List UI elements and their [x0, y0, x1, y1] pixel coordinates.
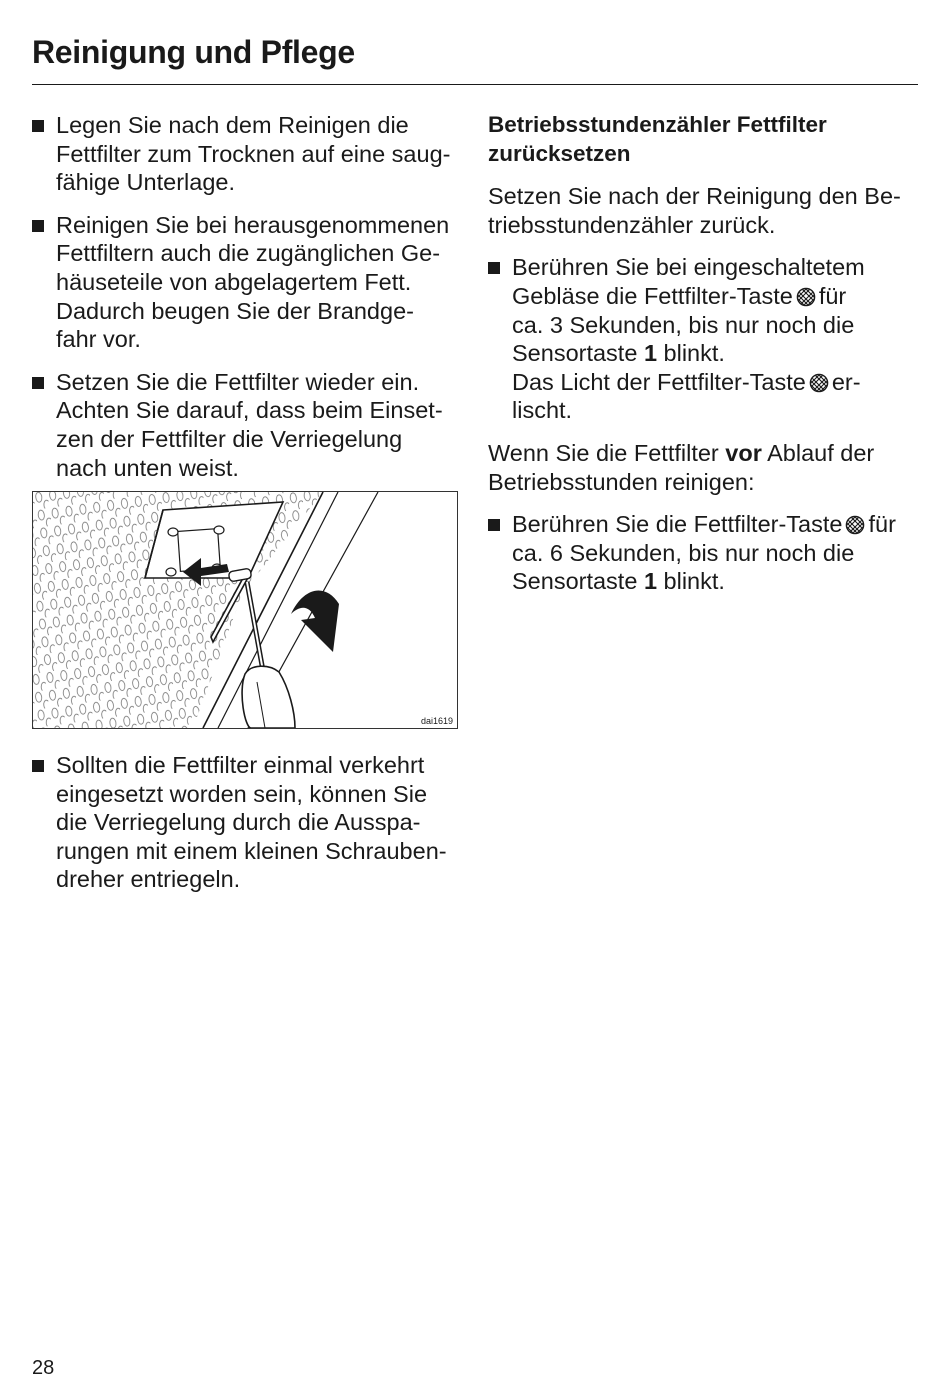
text-line: Fettfilter zum Trocknen auf eine saug- [56, 140, 451, 167]
left-column [32, 111, 462, 496]
square-bullet-icon [32, 760, 44, 772]
emphasis-word: vor [725, 439, 762, 466]
text-line: Setzen Sie nach der Reinigung den Be- [488, 183, 901, 210]
text-line: Achten Sie darauf, dass beim Einset- [56, 397, 443, 424]
condition-paragraph [488, 439, 918, 496]
text-line: Dadurch beugen Sie der Brandge- [56, 297, 414, 324]
text-line: fahr vor. [56, 326, 141, 353]
section-heading [488, 111, 918, 168]
text-line: rungen mit einem kleinen Schrauben- [56, 837, 447, 864]
square-bullet-icon [32, 120, 44, 132]
text-line: Das Licht der Fettfilter-Taste er- [512, 368, 861, 395]
grease-filter-key-icon [809, 373, 829, 393]
text-line: lischt. [512, 397, 573, 424]
square-bullet-icon [32, 377, 44, 389]
text-line: nach unten weist. [56, 454, 239, 481]
intro-paragraph [488, 182, 918, 239]
text-line: ca. 3 Sekunden, bis nur noch die [512, 311, 855, 338]
sensor-key-number: 1 [643, 340, 658, 367]
grease-filter-key-icon [796, 287, 816, 307]
text-line: triebsstundenzähler zurück. [488, 211, 776, 238]
text-line: dreher entriegeln. [56, 866, 241, 893]
list-item [32, 211, 462, 354]
text-line: ca. 6 Sekunden, bis nur noch die [512, 539, 855, 566]
list-item [488, 253, 918, 425]
text-line: Betriebsstunden reinigen: [488, 468, 755, 495]
text-line: Wenn Sie die Fettfilter vor Ablauf der [488, 439, 875, 466]
grease-filter-key-icon [845, 515, 865, 535]
heading-line: zurücksetzen [488, 140, 631, 166]
text-line: fähige Unterlage. [56, 169, 235, 196]
square-bullet-icon [32, 220, 44, 232]
text-line: Reinigen Sie bei herausgenommenen [56, 211, 450, 238]
text-line: zen der Fettfilter die Verriegelung [56, 425, 403, 452]
text-line: häuseteile von abgelagertem Fett. [56, 268, 412, 295]
left-bottom-block [32, 751, 462, 908]
title-divider [32, 84, 918, 85]
filter-lock-illustration [32, 491, 458, 729]
list-item [32, 368, 462, 482]
square-bullet-icon [488, 262, 500, 274]
list-item [488, 510, 918, 596]
illustration-drawing [33, 492, 457, 728]
text-line: Sensortaste 1 blinkt. [512, 568, 725, 595]
page-number: 28 [32, 1357, 55, 1379]
text-line: eingesetzt worden sein, können Sie [56, 780, 428, 807]
text-line: Setzen Sie die Fettfilter wieder ein. [56, 368, 420, 395]
figure-label: dai1619 [420, 716, 453, 726]
square-bullet-icon [488, 519, 500, 531]
list-item [32, 111, 462, 197]
list-item [32, 751, 462, 894]
heading-line: Betriebsstundenzähler Fettfilter [488, 112, 827, 137]
text-line: die Verriegelung durch die Ausspa- [56, 809, 421, 836]
right-column [488, 111, 918, 610]
page-title: Reinigung und Pflege [32, 34, 355, 70]
text-line: Legen Sie nach dem Reinigen die [56, 112, 409, 138]
text-line: Fettfiltern auch die zugänglichen Ge- [56, 240, 441, 267]
text-line: Berühren Sie die Fettfilter-Taste für [512, 511, 896, 538]
sensor-key-number: 1 [643, 568, 658, 595]
text-line: Gebläse die Fettfilter-Taste für [512, 282, 847, 309]
text-line: Sollten die Fettfilter einmal verkehrt [56, 752, 425, 778]
text-line: Berühren Sie bei eingeschaltetem [512, 254, 865, 281]
text-line: Sensortaste 1 blinkt. [512, 340, 725, 367]
